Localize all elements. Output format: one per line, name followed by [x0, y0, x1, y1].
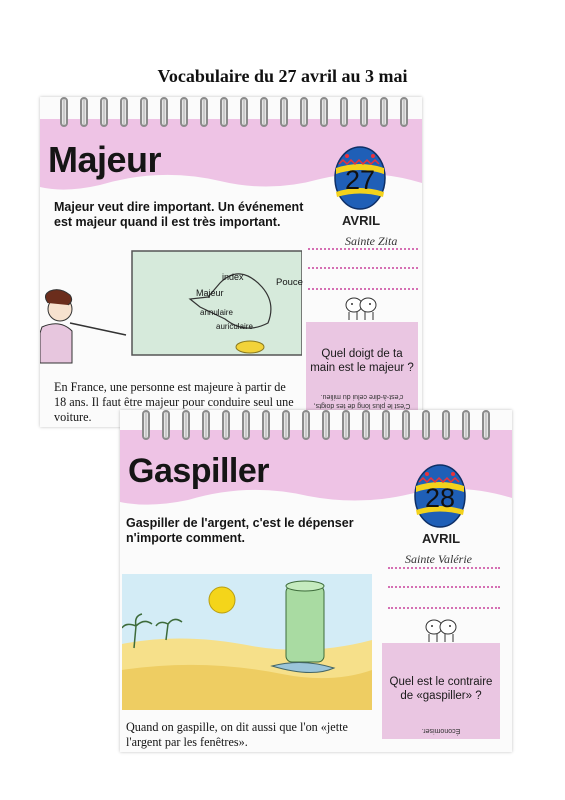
- binding-ring: [100, 97, 108, 127]
- spiral-binding: [120, 410, 512, 444]
- label-auriculaire: auriculaire: [216, 322, 253, 331]
- label-majeur: Majeur: [196, 288, 224, 298]
- binding-ring: [322, 410, 330, 440]
- binding-ring: [280, 97, 288, 127]
- binding-ring: [242, 410, 250, 440]
- binding-ring: [60, 97, 68, 127]
- binding-ring: [402, 410, 410, 440]
- calendar-card-gaspiller: [120, 410, 512, 752]
- saint-name: Sainte Valérie: [405, 552, 472, 566]
- question-text: Quel est le contraire de «gaspiller» ?: [389, 676, 493, 702]
- binding-ring: [382, 410, 390, 440]
- binding-ring: [442, 410, 450, 440]
- note-line: [308, 267, 418, 269]
- label-pouce: Pouce: [276, 277, 303, 288]
- vocabulary-word: Majeur: [48, 139, 162, 180]
- binding-ring: [240, 97, 248, 127]
- binding-ring: [182, 410, 190, 440]
- binding-ring: [162, 410, 170, 440]
- month-label: AVRIL: [342, 213, 381, 228]
- definition-text: Majeur veut dire important. Un événement est majeur quand il est très important.: [54, 200, 304, 229]
- binding-ring: [80, 97, 88, 127]
- binding-ring: [320, 97, 328, 127]
- binding-ring: [220, 97, 228, 127]
- binding-ring: [260, 97, 268, 127]
- binding-ring: [160, 97, 168, 127]
- sheep-icon: [423, 615, 459, 645]
- binding-ring: [380, 97, 388, 127]
- upside-down-answer: C'est le plus long de tes doigts, c'est-à-dire celui du milieu.: [313, 393, 411, 409]
- binding-ring: [400, 97, 408, 127]
- example-text: Quand on gaspille, on dit aussi que l'on «jette l'argent par les fenêtres».: [126, 720, 348, 749]
- binding-ring: [120, 97, 128, 127]
- binding-ring: [302, 410, 310, 440]
- binding-ring: [200, 97, 208, 127]
- illustration-desert-money: [122, 574, 372, 710]
- binding-ring: [180, 97, 188, 127]
- note-line: [388, 607, 500, 609]
- month-label: AVRIL: [422, 531, 461, 546]
- binding-ring: [362, 410, 370, 440]
- binding-ring: [222, 410, 230, 440]
- page-title: Vocabulaire du 27 avril au 3 mai: [157, 66, 408, 86]
- binding-ring: [300, 97, 308, 127]
- illustration-girl-blackboard: [40, 243, 302, 368]
- note-line: [388, 586, 500, 588]
- sheep-icon: [343, 293, 379, 323]
- note-line: [388, 567, 500, 569]
- upside-down-answer: Économiser.: [421, 727, 461, 734]
- binding-ring: [342, 410, 350, 440]
- example-text: En France, une personne est majeure à partir de 18 ans. Il faut être majeur pour conduire seul une voiture.: [54, 380, 294, 424]
- day-number: 28: [424, 483, 456, 513]
- calendar-card-majeur: [40, 97, 422, 427]
- binding-ring: [142, 410, 150, 440]
- note-line: [308, 288, 418, 290]
- binding-ring: [202, 410, 210, 440]
- day-number: 27: [344, 165, 376, 195]
- note-line: [308, 248, 418, 250]
- question-text: Quel doigt de ta main est le majeur ?: [310, 348, 414, 374]
- binding-ring: [262, 410, 270, 440]
- binding-ring: [422, 410, 430, 440]
- binding-ring: [340, 97, 348, 127]
- vocabulary-word: Gaspiller: [128, 452, 270, 490]
- saint-name: Sainte Zita: [345, 234, 398, 248]
- label-annulaire: annulaire: [200, 308, 233, 317]
- definition-text: Gaspiller de l'argent, c'est le dépenser n'importe comment.: [126, 516, 354, 545]
- spiral-binding: [40, 97, 422, 131]
- label-index: index: [222, 272, 244, 282]
- binding-ring: [360, 97, 368, 127]
- binding-ring: [140, 97, 148, 127]
- binding-ring: [462, 410, 470, 440]
- binding-ring: [482, 410, 490, 440]
- binding-ring: [282, 410, 290, 440]
